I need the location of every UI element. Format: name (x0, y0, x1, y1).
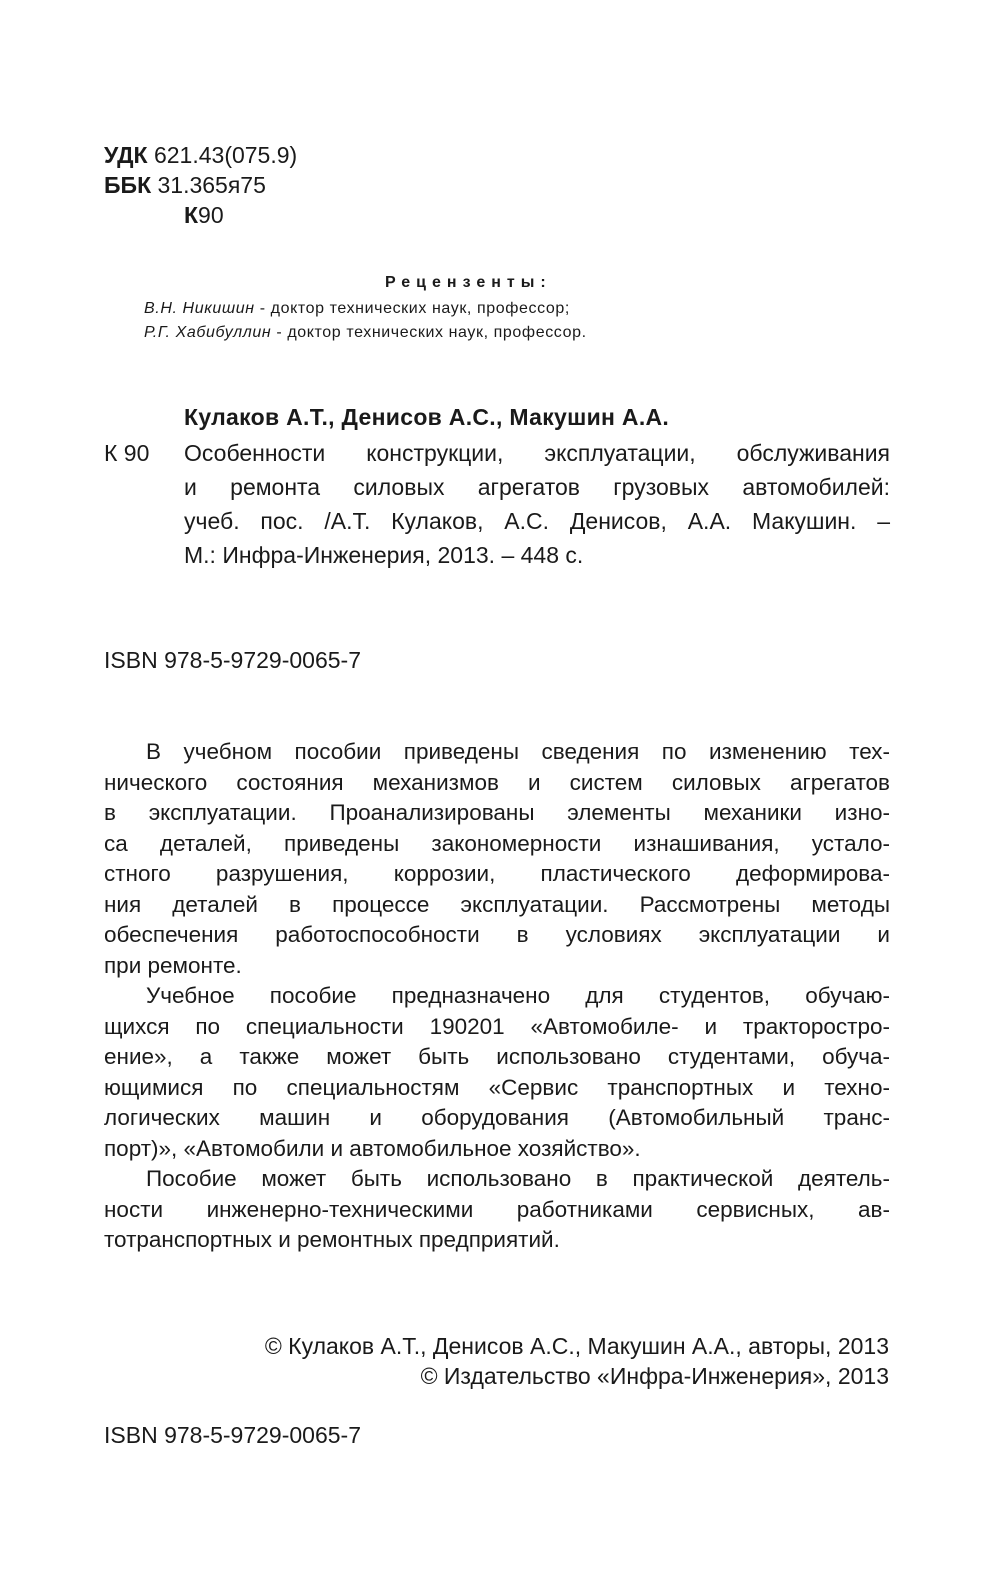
abstract-line: ющимися по специальностям «Сервис транспортных и техно- (104, 1074, 890, 1100)
abstract-line: В учебном пособии приведены сведения по изменению тех- (146, 739, 890, 764)
abstract-line: обеспечения работоспособности в условиях эксплуатации и (104, 922, 890, 947)
udk-value: 621.43(075.9) (153, 142, 298, 168)
isbn-bottom: ISBN 978-5-9729-0065-7 (104, 1422, 361, 1448)
abstract-line: Учебное пособие предназначено для студентов, обучаю- (146, 983, 890, 1008)
bibliographic-description (184, 436, 890, 572)
biblio-line: Особенности конструкции, эксплуатации, обслуживания (184, 440, 890, 466)
author-mark-number: 90 (198, 202, 224, 228)
reviewer-2-desc: - доктор технических наук, профессор. (271, 324, 587, 341)
biblio-line: и ремонта силовых агрегатов грузовых автомобилей: (184, 474, 890, 500)
reviewer-1-name: В.Н. Никишин (144, 300, 255, 317)
bbk-line (104, 170, 266, 200)
reviewer-2 (144, 324, 587, 342)
author-mark (184, 200, 224, 230)
copyright-publisher: © Издательство «Инфра-Инженерия», 2013 (420, 1363, 889, 1389)
abstract (104, 737, 890, 1256)
reviewer-1 (144, 300, 570, 318)
copyright-authors: © Кулаков А.Т., Денисов А.С., Макушин А.А., авторы, 2013 (264, 1333, 889, 1359)
bbk-value: 31.365я75 (157, 172, 266, 198)
abstract-line: при ремонте. (104, 952, 242, 978)
abstract-line: тотранспортных и ремонтных предприятий. (104, 1227, 560, 1252)
abstract-line: стного разрушения, коррозии, пластического деформирова- (104, 861, 890, 886)
abstract-line: щихся по специальности 190201 «Автомобиле- и тракторостро- (104, 1013, 890, 1039)
abstract-line: са деталей, приведены закономерности изнашивания, устало- (104, 830, 890, 856)
biblio-line: учеб. пос. /А.Т. Кулаков, А.С. Денисов, А.А. Макушин. – (184, 508, 890, 534)
biblio-line: М.: Инфра-Инженерия, 2013. – 448 с. (184, 542, 584, 568)
authors-heading: Кулаков А.Т., Денисов А.С., Макушин А.А. (184, 404, 670, 430)
reviewer-2-name: Р.Г. Хабибуллин (144, 324, 272, 341)
catalog-mark: К 90 (104, 440, 150, 466)
abstract-line: порт)», «Автомобили и автомобильное хозяйство». (104, 1135, 641, 1161)
abstract-line: в эксплуатации. Проанализированы элементы механики изно- (104, 800, 890, 825)
abstract-line: ение», а также может быть использовано студентами, обуча- (104, 1044, 890, 1069)
abstract-line: ности инженерно-техническими работниками сервисных, ав- (104, 1196, 890, 1222)
abstract-line: ния деталей в процессе эксплуатации. Рассмотрены методы (104, 891, 890, 917)
reviewers-title: Рецензенты: (385, 274, 552, 291)
abstract-line: нического состояния механизмов и систем силовых агрегатов (104, 769, 890, 795)
author-mark-letter: К (184, 202, 199, 228)
udk-line (104, 140, 297, 170)
isbn-top: ISBN 978-5-9729-0065-7 (104, 647, 361, 673)
bbk-label: ББК (104, 172, 152, 198)
abstract-line: Пособие может быть использовано в практической деятель- (146, 1166, 890, 1191)
reviewer-1-desc: - доктор технических наук, профессор; (254, 300, 570, 317)
udk-label: УДК (104, 142, 148, 168)
abstract-line: логических машин и оборудования (Автомобильный транс- (104, 1105, 890, 1130)
